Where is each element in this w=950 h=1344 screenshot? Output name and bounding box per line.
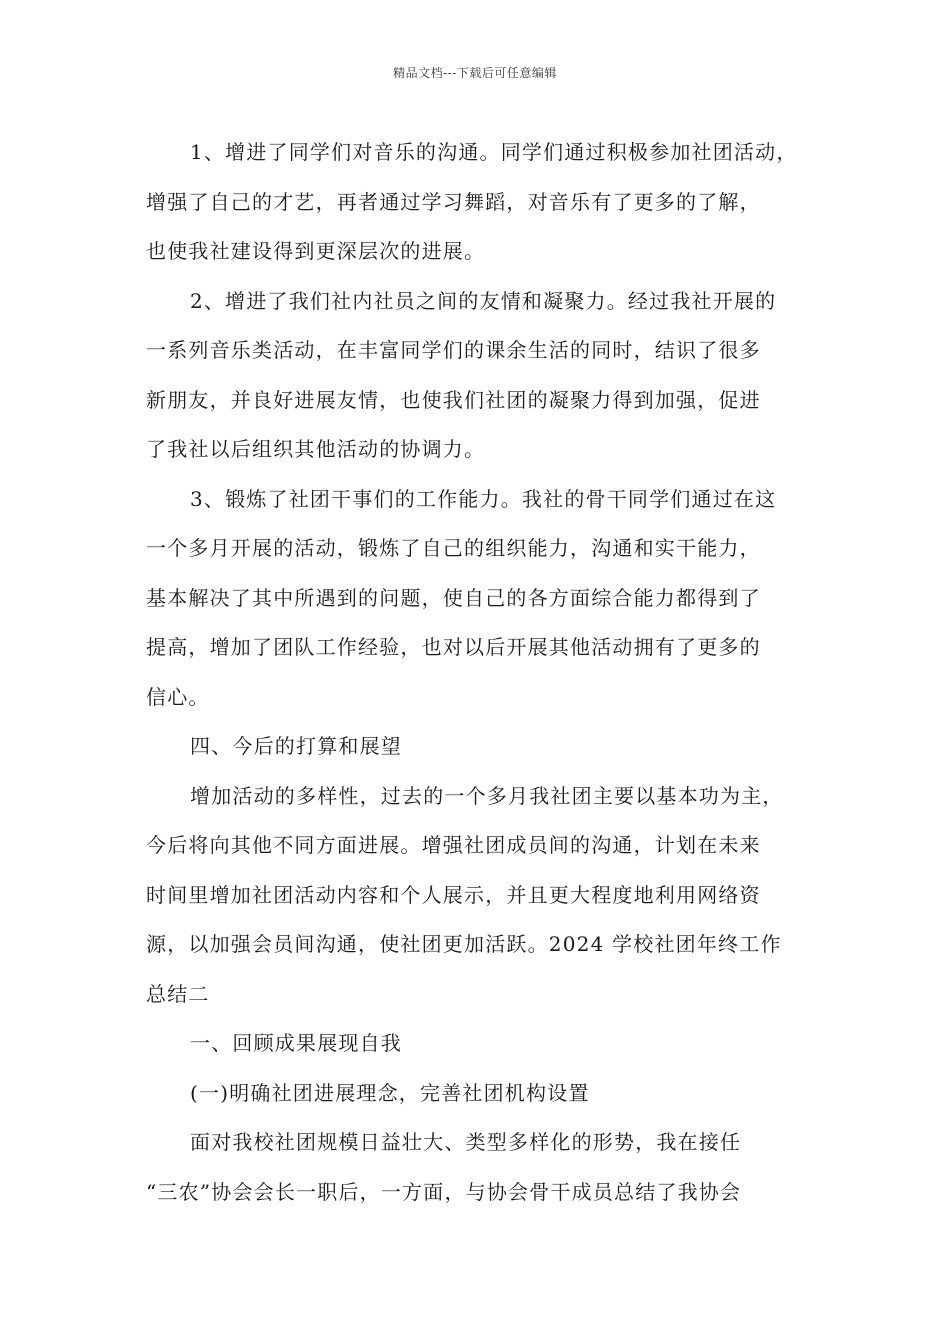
text-line: 一个多月开展的活动，锻炼了自己的组织能力，沟通和实干能力， [146,536,761,560]
text-line: 四、今后的打算和展望 [190,734,402,758]
text-line: 今后将向其他不同方面进展。增强社团成员间的沟通，计划在未来 [146,833,761,857]
text-line: 基本解决了其中所遇到的问题，使自己的各方面综合能力都得到了 [146,585,761,610]
paragraph-5 [146,772,826,1020]
document-body [146,128,826,1217]
text-line: 也使我社建设得到更深层次的进展。 [146,239,486,263]
text-line: 一系列音乐类活动，在丰富同学们的课余生活的同时，结识了很多 [146,338,761,362]
section-heading-1 [146,1019,826,1069]
text-line: 增加活动的多样性，过去的一个多月我社团主要以基本功为主， [190,783,784,808]
paragraph-1 [146,128,826,277]
text-line: 源，以加强会员间沟通，使社团更加活跃。2024 学校社团年终工作 [146,932,782,956]
text-line: 面对我校社团规模日益壮大、类型多样化的形势，我在接任 [190,1130,742,1154]
text-line: “三农”协会会长一职后，一方面，与协会骨干成员总结了我协会 [146,1179,742,1204]
paragraph-3 [146,475,826,723]
text-line: 1、增进了同学们对音乐的沟通。同学们通过积极参加社团活动， [190,140,798,164]
text-line: 3、锻炼了社团干事们的工作能力。我社的骨干同学们通过在这 [190,486,777,511]
paragraph-2 [146,277,826,475]
text-line: 了我社以后组织其他活动的协调力。 [146,437,486,461]
subsection-heading [146,1069,826,1119]
text-line: 增强了自己的才艺，再者通过学习舞蹈，对音乐有了更多的了解， [146,189,761,214]
text-line: 时间里增加社团活动内容和个人展示，并且更大程度地利用网络资 [146,882,761,907]
section-heading-4 [146,722,826,772]
text-line: 信心。 [146,684,210,709]
text-line: 一、回顾成果展现自我 [190,1031,402,1055]
text-line: 新朋友，并良好进展友情，也使我们社团的凝聚力得到加强，促进 [146,387,761,412]
text-line: 2、增进了我们社内社员之间的友情和凝聚力。经过我社开展的 [190,288,777,313]
text-line: 提高，增加了团队工作经验，也对以后开展其他活动拥有了更多的 [146,635,761,659]
paragraph-8 [146,1118,826,1217]
text-line: 总结二 [146,981,210,1006]
page-header: 精品文档---下载后可任意编辑 [393,66,557,80]
text-line: (一)明确社团进展理念，完善社团机构设置 [190,1080,590,1105]
